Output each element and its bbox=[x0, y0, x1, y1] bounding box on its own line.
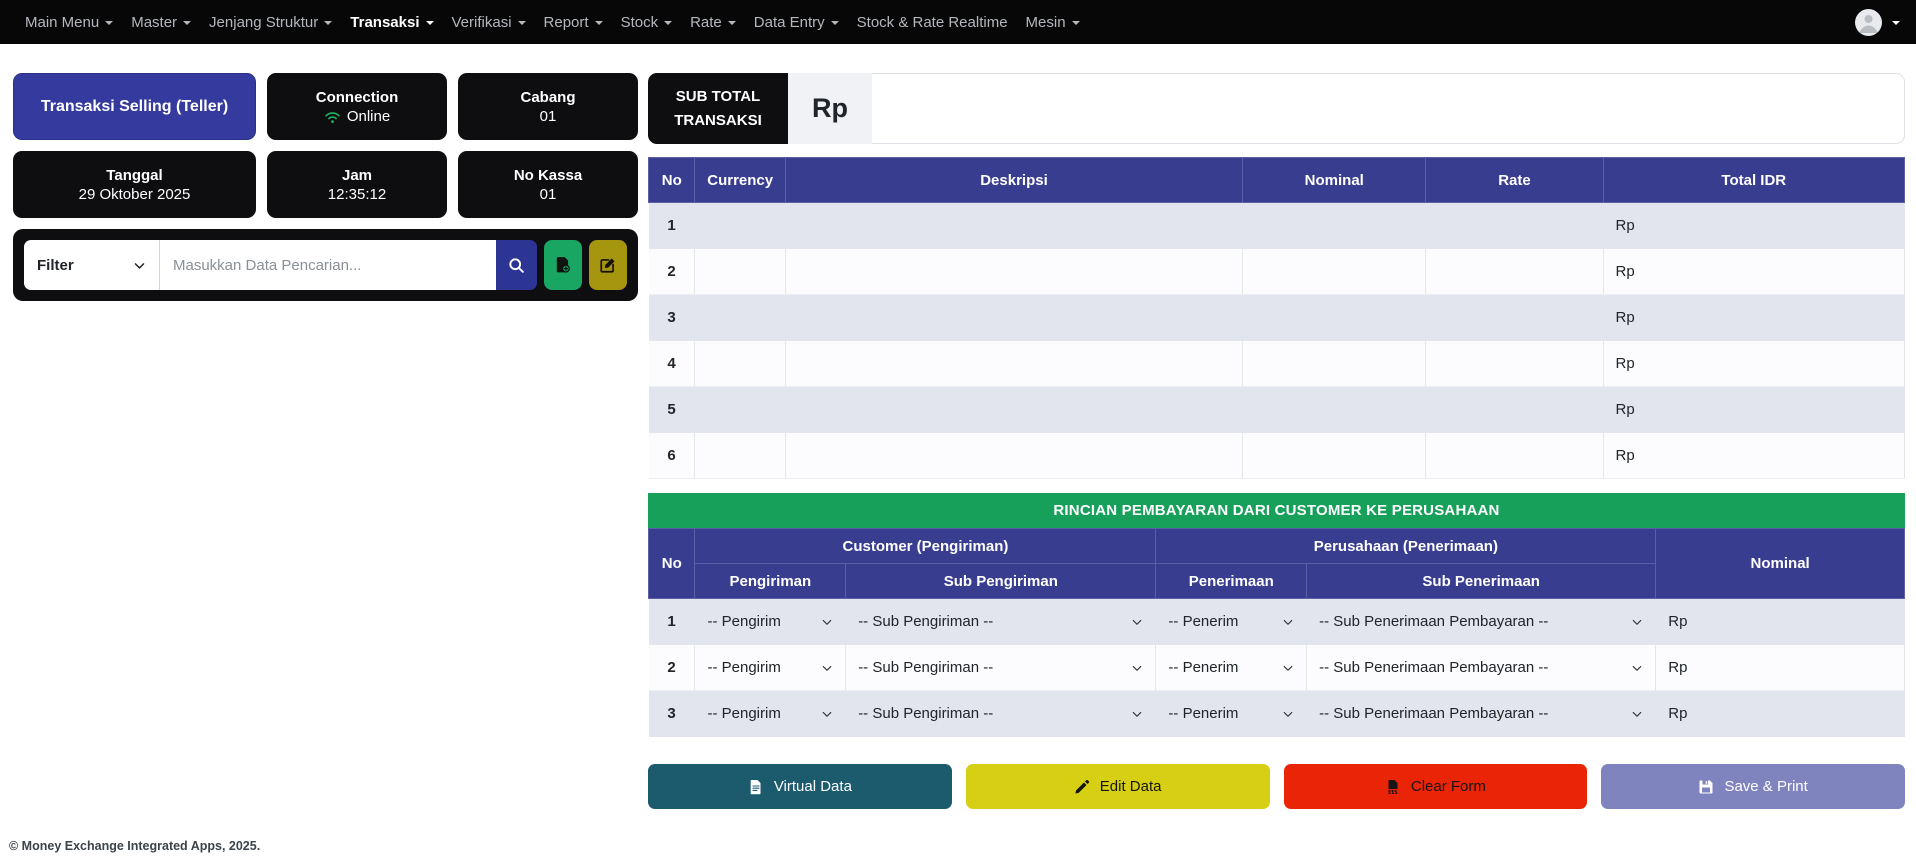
subtotal-currency: Rp bbox=[788, 73, 872, 144]
connection-title: Connection bbox=[315, 88, 399, 106]
row-total-idr: Rp bbox=[1603, 341, 1904, 387]
jam-value: 12:35:12 bbox=[327, 185, 387, 203]
file-break-icon bbox=[1385, 779, 1401, 795]
nav-menu-item[interactable] bbox=[341, 14, 442, 31]
edit-entry-button[interactable] bbox=[589, 240, 627, 290]
row-nominal: Rp bbox=[1656, 599, 1905, 645]
nav-menu bbox=[16, 14, 1855, 31]
sub-pengiriman-select-value: -- Sub Pengiriman -- bbox=[858, 705, 994, 722]
chevron-down-icon bbox=[1631, 662, 1643, 674]
no-kassa-card bbox=[458, 151, 638, 218]
caret-down-icon bbox=[831, 21, 839, 25]
penerimaan-select[interactable] bbox=[1168, 705, 1294, 722]
transaction-table-row bbox=[649, 433, 1905, 479]
nav-menu-item-label: Main Menu bbox=[25, 13, 100, 31]
sub-penerimaan-select-value: -- Sub Penerimaan Pembayaran -- bbox=[1319, 705, 1549, 722]
col-nominal: Nominal bbox=[1243, 158, 1426, 203]
edit-data-button[interactable] bbox=[966, 764, 1270, 809]
row-total-idr: Rp bbox=[1603, 387, 1904, 433]
caret-down-icon bbox=[324, 21, 332, 25]
tanggal-value: 29 Oktober 2025 bbox=[78, 185, 191, 203]
row-currency bbox=[695, 203, 785, 249]
connection-status bbox=[324, 108, 390, 125]
filter-bar bbox=[13, 229, 638, 301]
search-input[interactable] bbox=[160, 240, 496, 290]
col-currency: Currency bbox=[695, 158, 785, 203]
row-no: 3 bbox=[649, 691, 695, 737]
connection-card bbox=[267, 73, 447, 140]
transaction-table-row bbox=[649, 295, 1905, 341]
row-currency bbox=[695, 295, 785, 341]
row-nominal bbox=[1243, 433, 1426, 479]
nav-menu-item-label: Rate bbox=[690, 13, 722, 31]
jam-card bbox=[267, 151, 447, 218]
virtual-data-button[interactable] bbox=[648, 764, 952, 809]
col-sub-pengiriman: Sub Pengiriman bbox=[846, 564, 1156, 599]
transaction-table-row bbox=[649, 341, 1905, 387]
nav-menu-item-label: Transaksi bbox=[350, 13, 420, 31]
payment-table-header-groups bbox=[649, 529, 1905, 564]
transaction-table-header bbox=[649, 158, 1905, 203]
new-file-button[interactable] bbox=[544, 240, 582, 290]
col-total-idr: Total IDR bbox=[1603, 158, 1904, 203]
col-pengiriman: Pengiriman bbox=[695, 564, 846, 599]
row-deskripsi bbox=[785, 295, 1242, 341]
sub-pengiriman-select[interactable] bbox=[858, 659, 1143, 676]
no-kassa-value: 01 bbox=[539, 185, 557, 203]
payment-table-row bbox=[649, 645, 1905, 691]
col-nominal: Nominal bbox=[1656, 529, 1905, 599]
nav-menu-item[interactable] bbox=[745, 14, 848, 31]
transaction-table-row bbox=[649, 387, 1905, 433]
caret-down-icon bbox=[664, 21, 672, 25]
info-cards bbox=[13, 73, 638, 218]
caret-down-icon bbox=[183, 21, 191, 25]
row-no: 1 bbox=[649, 599, 695, 645]
chevron-down-icon bbox=[1282, 616, 1294, 628]
filter-dropdown-label: Filter bbox=[37, 256, 74, 274]
chevron-down-icon bbox=[1631, 616, 1643, 628]
nav-menu-item-label: Jenjang Struktur bbox=[209, 13, 319, 31]
chevron-down-icon bbox=[1131, 662, 1143, 674]
transaksi-selling-teller-label: Transaksi Selling (Teller) bbox=[40, 97, 229, 115]
user-menu[interactable] bbox=[1855, 9, 1900, 36]
transaction-table bbox=[648, 157, 1905, 479]
caret-down-icon bbox=[426, 21, 434, 25]
row-nominal bbox=[1243, 341, 1426, 387]
pengiriman-select-value: -- Pengirim bbox=[707, 613, 781, 630]
chevron-down-icon bbox=[1131, 708, 1143, 720]
subtotal-amount-field bbox=[872, 73, 1905, 144]
nav-menu-item[interactable] bbox=[535, 14, 612, 31]
sub-penerimaan-select[interactable] bbox=[1319, 705, 1643, 722]
sub-pengiriman-select-value: -- Sub Pengiriman -- bbox=[858, 613, 994, 630]
row-no: 5 bbox=[649, 387, 695, 433]
tanggal-title: Tanggal bbox=[106, 166, 163, 184]
transaction-table-row bbox=[649, 203, 1905, 249]
pengiriman-select-value: -- Pengirim bbox=[707, 659, 781, 676]
chevron-down-icon bbox=[1282, 708, 1294, 720]
row-no: 4 bbox=[649, 341, 695, 387]
row-nominal bbox=[1243, 387, 1426, 433]
caret-down-icon bbox=[1072, 21, 1080, 25]
nav-menu-item-label: Mesin bbox=[1025, 13, 1066, 31]
chevron-down-icon bbox=[1282, 662, 1294, 674]
caret-down-icon bbox=[105, 21, 113, 25]
right-panel bbox=[648, 73, 1905, 809]
sub-penerimaan-select-value: -- Sub Penerimaan Pembayaran -- bbox=[1319, 613, 1549, 630]
transaction-table-row bbox=[649, 249, 1905, 295]
row-no: 3 bbox=[649, 295, 695, 341]
penerimaan-select[interactable] bbox=[1168, 659, 1294, 676]
row-total-idr: Rp bbox=[1603, 249, 1904, 295]
nav-menu-item-label: Stock & Rate Realtime bbox=[856, 13, 1008, 31]
penerimaan-select[interactable] bbox=[1168, 613, 1294, 630]
file-plus-icon bbox=[554, 256, 572, 274]
payment-section-banner: RINCIAN PEMBAYARAN DARI CUSTOMER KE PERUSAHAAN bbox=[648, 493, 1905, 528]
row-rate bbox=[1426, 387, 1603, 433]
payment-table bbox=[648, 528, 1905, 737]
sub-penerimaan-select[interactable] bbox=[1319, 659, 1643, 676]
sub-pengiriman-select-value: -- Sub Pengiriman -- bbox=[858, 659, 994, 676]
floppy-save-icon bbox=[1698, 779, 1714, 795]
pengiriman-select-value: -- Pengirim bbox=[707, 705, 781, 722]
pengiriman-select[interactable] bbox=[707, 705, 833, 722]
row-nominal: Rp bbox=[1656, 691, 1905, 737]
row-no: 6 bbox=[649, 433, 695, 479]
nav-menu-item[interactable] bbox=[16, 14, 122, 31]
row-no: 2 bbox=[649, 249, 695, 295]
row-deskripsi bbox=[785, 203, 1242, 249]
chevron-down-icon bbox=[821, 708, 833, 720]
clear-form-button[interactable] bbox=[1284, 764, 1588, 809]
clear-form-label: Clear Form bbox=[1410, 778, 1486, 795]
nav-menu-item-label: Stock bbox=[620, 13, 659, 31]
nav-menu-item-label: Data Entry bbox=[753, 13, 825, 31]
chevron-down-icon bbox=[821, 616, 833, 628]
penerimaan-select-value: -- Penerim bbox=[1168, 659, 1239, 676]
subtotal-bar bbox=[648, 73, 1905, 144]
search-group bbox=[24, 240, 537, 290]
main-content bbox=[0, 44, 1916, 809]
person-icon bbox=[1855, 9, 1882, 36]
pengiriman-select[interactable] bbox=[707, 659, 833, 676]
subtotal-label bbox=[648, 73, 788, 144]
row-total-idr: Rp bbox=[1603, 295, 1904, 341]
row-deskripsi bbox=[785, 249, 1242, 295]
jam-title: Jam bbox=[341, 166, 373, 184]
edit-data-label: Edit Data bbox=[1099, 778, 1162, 795]
pencil-fill-icon bbox=[1074, 779, 1090, 795]
wifi-icon bbox=[324, 109, 341, 124]
nav-menu-item-label: Report bbox=[543, 13, 589, 31]
caret-down-icon bbox=[518, 21, 526, 25]
chevron-down-icon bbox=[1631, 708, 1643, 720]
nav-menu-item-label: Verifikasi bbox=[451, 13, 512, 31]
chevron-down-icon bbox=[133, 259, 146, 272]
row-rate bbox=[1426, 433, 1603, 479]
connection-status-text: Online bbox=[346, 107, 391, 125]
col-company-group: Perusahaan (Penerimaan) bbox=[1156, 529, 1656, 564]
cabang-card bbox=[458, 73, 638, 140]
payment-table-row bbox=[649, 599, 1905, 645]
caret-down-icon bbox=[1892, 21, 1900, 25]
search-icon bbox=[508, 257, 525, 274]
save-print-button[interactable] bbox=[1601, 764, 1905, 809]
row-no: 1 bbox=[649, 203, 695, 249]
col-customer-group: Customer (Pengiriman) bbox=[695, 529, 1156, 564]
top-navbar bbox=[0, 0, 1916, 44]
nav-menu-item[interactable] bbox=[681, 14, 745, 31]
row-deskripsi bbox=[785, 433, 1242, 479]
row-nominal bbox=[1243, 203, 1426, 249]
row-currency bbox=[695, 249, 785, 295]
pengiriman-select[interactable] bbox=[707, 613, 833, 630]
sub-pengiriman-select[interactable] bbox=[858, 613, 1143, 630]
caret-down-icon bbox=[728, 21, 736, 25]
row-currency bbox=[695, 387, 785, 433]
col-penerimaan: Penerimaan bbox=[1156, 564, 1307, 599]
row-currency bbox=[695, 341, 785, 387]
nav-menu-item[interactable] bbox=[443, 14, 535, 31]
col-deskripsi: Deskripsi bbox=[785, 158, 1242, 203]
sub-penerimaan-select-value: -- Sub Penerimaan Pembayaran -- bbox=[1319, 659, 1549, 676]
payment-table-row bbox=[649, 691, 1905, 737]
no-kassa-title: No Kassa bbox=[513, 166, 583, 184]
row-nominal: Rp bbox=[1656, 645, 1905, 691]
col-no: No bbox=[649, 529, 695, 599]
action-buttons bbox=[648, 764, 1905, 809]
row-deskripsi bbox=[785, 341, 1242, 387]
row-no: 2 bbox=[649, 645, 695, 691]
subtotal-label-line2: TRANSAKSI bbox=[674, 111, 762, 129]
cabang-title: Cabang bbox=[520, 88, 576, 106]
chevron-down-icon bbox=[821, 662, 833, 674]
cabang-value: 01 bbox=[539, 107, 557, 125]
row-rate bbox=[1426, 295, 1603, 341]
penerimaan-select-value: -- Penerim bbox=[1168, 705, 1239, 722]
transaksi-selling-teller-button[interactable] bbox=[13, 73, 256, 140]
tanggal-card bbox=[13, 151, 256, 218]
row-total-idr: Rp bbox=[1603, 203, 1904, 249]
row-rate bbox=[1426, 249, 1603, 295]
row-deskripsi bbox=[785, 387, 1242, 433]
file-text-icon bbox=[748, 779, 764, 795]
filter-dropdown[interactable] bbox=[24, 240, 160, 290]
chevron-down-icon bbox=[1131, 616, 1143, 628]
row-rate bbox=[1426, 341, 1603, 387]
sub-penerimaan-select[interactable] bbox=[1319, 613, 1643, 630]
penerimaan-select-value: -- Penerim bbox=[1168, 613, 1239, 630]
nav-menu-item[interactable] bbox=[122, 14, 200, 31]
col-sub-penerimaan: Sub Penerimaan bbox=[1307, 564, 1656, 599]
col-no: No bbox=[649, 158, 695, 203]
virtual-data-label: Virtual Data bbox=[773, 778, 852, 795]
left-panel bbox=[13, 73, 638, 301]
nav-menu-item-label: Master bbox=[131, 13, 178, 31]
row-rate bbox=[1426, 203, 1603, 249]
col-rate: Rate bbox=[1426, 158, 1603, 203]
nav-menu-item[interactable] bbox=[200, 14, 341, 31]
subtotal-label-line1: SUB TOTAL bbox=[675, 88, 761, 106]
search-button[interactable] bbox=[496, 240, 537, 290]
pencil-square-icon bbox=[599, 256, 617, 274]
nav-menu-item[interactable] bbox=[1017, 14, 1089, 31]
row-nominal bbox=[1243, 249, 1426, 295]
nav-menu-item[interactable] bbox=[848, 14, 1017, 31]
nav-menu-item[interactable] bbox=[612, 14, 682, 31]
row-nominal bbox=[1243, 295, 1426, 341]
sub-pengiriman-select[interactable] bbox=[858, 705, 1143, 722]
row-total-idr: Rp bbox=[1603, 433, 1904, 479]
avatar[interactable] bbox=[1855, 9, 1882, 36]
caret-down-icon bbox=[595, 21, 603, 25]
footer-copyright: © Money Exchange Integrated Apps, 2025. bbox=[9, 839, 261, 853]
row-currency bbox=[695, 433, 785, 479]
save-print-label: Save & Print bbox=[1724, 778, 1808, 795]
